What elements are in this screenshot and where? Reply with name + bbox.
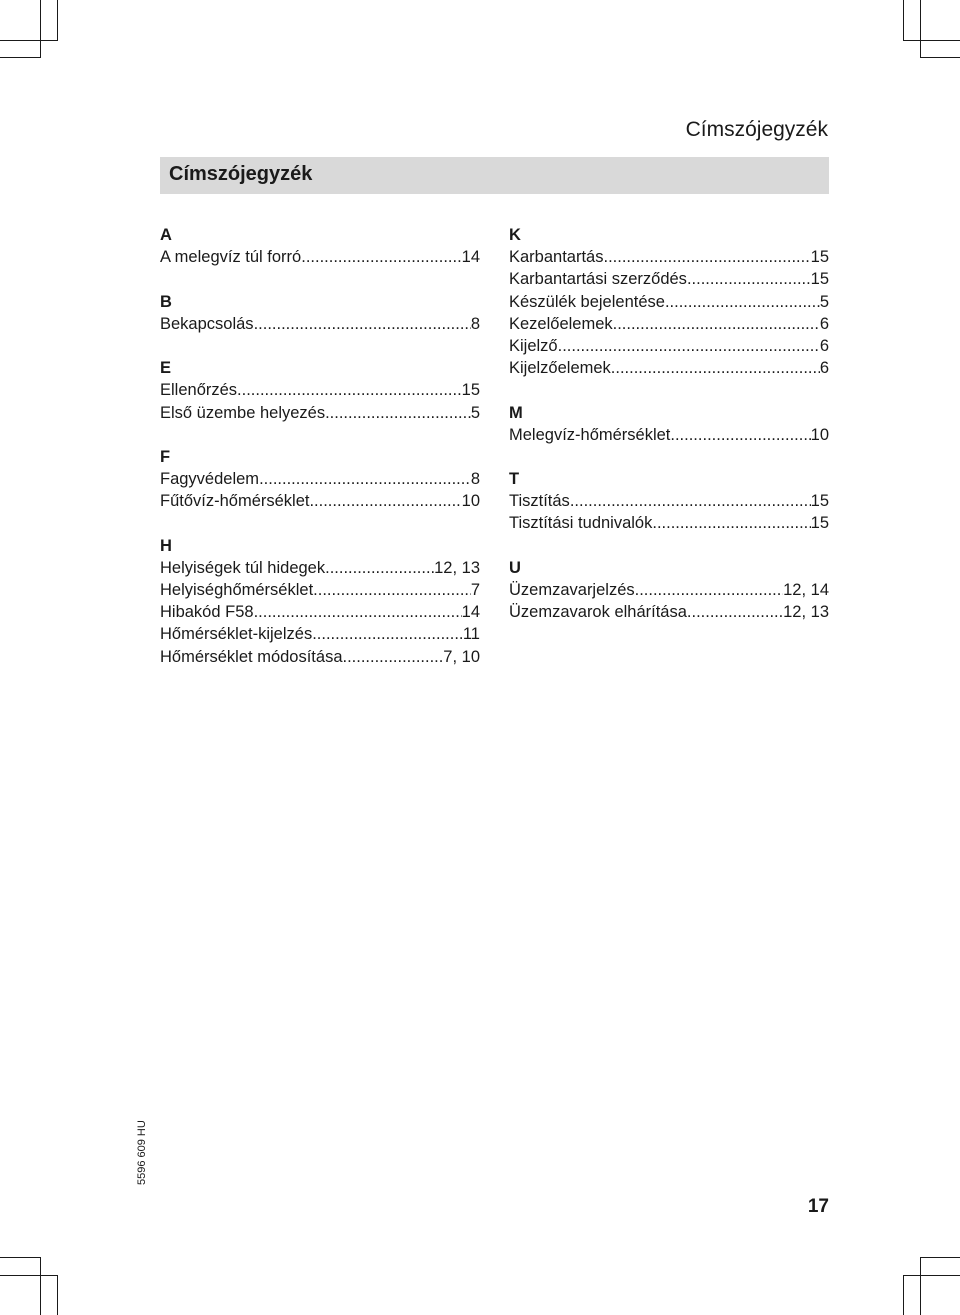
index-entry [509, 246, 829, 268]
index-letter-heading: T [509, 470, 520, 489]
index-entry [509, 313, 829, 335]
index-group [509, 557, 829, 624]
index-entry [160, 246, 480, 268]
dot-leader [309, 490, 461, 512]
index-column-right [509, 224, 829, 646]
index-group [160, 291, 480, 335]
dot-leader [312, 623, 463, 645]
index-entry-term: Melegvíz-hőmérséklet [509, 425, 671, 444]
index-entry-term: Karbantartási szerződés [509, 270, 687, 289]
index-entry [509, 490, 829, 512]
dot-leader [652, 512, 810, 534]
index-entry-term: Első üzembe helyezés [160, 403, 326, 422]
crop-mark-top-right-horizontal-inner [920, 57, 960, 58]
index-letter-heading: H [160, 536, 172, 555]
dot-leader [687, 601, 783, 623]
index-entry-page: 15 [810, 492, 829, 511]
document-code: 5596 609 HU [136, 1120, 148, 1185]
crop-mark-top-left-horizontal-inner [0, 57, 40, 58]
index-entry-term: Tisztítás [509, 492, 570, 511]
index-letter-heading: M [509, 403, 523, 422]
crop-mark-bottom-left-horizontal-inner [0, 1275, 58, 1276]
dot-leader [687, 268, 811, 290]
crop-mark-bottom-right-vertical-inner [920, 1257, 921, 1315]
index-entry-term: Üzemzavarjelzés [509, 581, 635, 599]
dot-leader [325, 402, 471, 424]
index-entry-page: 12, 14 [783, 581, 829, 599]
page-number: 17 [807, 1196, 829, 1217]
index-group [509, 468, 829, 535]
dot-leader [613, 313, 820, 335]
index-entry-page: 12, 13 [783, 603, 829, 622]
index-entry [509, 424, 829, 446]
index-entry-page: 7, 10 [443, 647, 480, 666]
index-entry-page: 5 [819, 292, 829, 311]
dot-leader [325, 557, 434, 579]
index-entry [509, 335, 829, 357]
index-entry-term: Hőmérséklet-kijelzés [160, 625, 313, 644]
index-letter-heading: E [160, 359, 172, 378]
crop-mark-top-left-vertical-inner [57, 0, 58, 40]
index-letter-heading: U [509, 558, 521, 577]
dot-leader [670, 424, 810, 446]
dot-leader [635, 579, 784, 601]
index-entry [509, 601, 829, 623]
crop-mark-bottom-left-vertical-inner [57, 1275, 58, 1315]
index-entry-term: Bekapcsolás [160, 314, 254, 333]
crop-mark-top-right-vertical [903, 0, 904, 40]
crop-mark-top-right-horizontal [903, 40, 960, 41]
index-entry [160, 313, 480, 335]
index-letter-heading: A [160, 226, 172, 244]
index-entry [160, 646, 480, 668]
index-entry-term: Helyiséghőmérséklet [160, 581, 314, 599]
index-entry-term: Üzemzavarok elhárítása [509, 603, 687, 622]
index-entry-page: 8 [470, 314, 480, 333]
index-group [160, 357, 480, 424]
index-entry-page: 6 [819, 314, 829, 333]
index-entry-page: 8 [470, 470, 480, 489]
index-entry-page: 15 [810, 248, 829, 267]
dot-leader [665, 291, 820, 313]
index-entry [160, 468, 480, 490]
dot-leader [343, 646, 444, 668]
index-entry-term: Karbantartás [509, 248, 604, 267]
crop-mark-bottom-right-horizontal-inner [903, 1275, 960, 1276]
index-entry-page: 15 [810, 270, 829, 289]
index-entry [160, 579, 480, 601]
crop-mark-bottom-left-horizontal [0, 1257, 40, 1258]
section-title-band [160, 157, 829, 194]
index-entry [509, 291, 829, 313]
crop-mark-bottom-right-vertical [903, 1275, 904, 1315]
crop-mark-top-left-vertical [40, 0, 41, 58]
index-group [509, 224, 829, 379]
index-entry-page: 15 [461, 381, 480, 400]
index-entry-term: Tisztítási tudnivalók [509, 514, 653, 533]
index-entry [509, 357, 829, 379]
crop-mark-bottom-right-horizontal [920, 1257, 960, 1258]
index-entry-term: Hőmérséklet módosítása [160, 647, 343, 666]
index-entry-term: Kijelző [509, 336, 558, 355]
index-column-left [160, 224, 480, 690]
index-entry [160, 490, 480, 512]
index-entry-term: Kijelzőelemek [509, 359, 611, 378]
index-entry [160, 557, 480, 579]
dot-leader [254, 601, 462, 623]
index-entry-page: 5 [470, 403, 480, 422]
index-entry-page: 10 [810, 425, 829, 444]
index-entry-term: Fűtővíz-hőmérséklet [160, 492, 310, 511]
index-entry-page: 14 [461, 603, 480, 622]
index-entry [160, 623, 480, 645]
dot-leader [603, 246, 810, 268]
dot-leader [254, 313, 471, 335]
dot-leader [259, 468, 471, 490]
index-entry [160, 601, 480, 623]
index-entry-term: Ellenőrzés [160, 381, 238, 400]
index-entry-page: 12, 13 [434, 558, 480, 577]
running-header-title: Címszójegyzék [685, 118, 828, 141]
index-entry-page: 14 [461, 248, 480, 267]
index-entry-term: Készülék bejelentése [509, 292, 665, 311]
dot-leader [237, 379, 462, 401]
index-entry [509, 268, 829, 290]
dot-leader [558, 335, 820, 357]
index-entry-page: 7 [470, 581, 480, 599]
index-entry-page: 6 [819, 336, 829, 355]
index-group [160, 224, 480, 268]
index-letter-heading: K [509, 226, 521, 244]
index-letter-heading: F [160, 447, 171, 466]
index-entry-term: Helyiségek túl hidegek [160, 558, 326, 577]
index-group [160, 535, 480, 668]
index-group [509, 402, 829, 446]
index-entry-term: Fagyvédelem [160, 470, 260, 489]
index-entry-term: A melegvíz túl forró [160, 248, 302, 267]
index-entry [509, 512, 829, 534]
dot-leader [570, 490, 811, 512]
index-entry-page: 10 [461, 492, 480, 511]
index-entry-page: 6 [819, 359, 829, 378]
crop-mark-bottom-left-vertical [40, 1257, 41, 1315]
page-title: Címszójegyzék [169, 163, 313, 185]
dot-leader [611, 357, 820, 379]
index-entry-term: Kezelőelemek [509, 314, 613, 333]
crop-mark-top-left-horizontal [0, 40, 58, 41]
index-entry [160, 402, 480, 424]
index-entry [160, 379, 480, 401]
index-entry [509, 579, 829, 601]
index-entry-page: 11 [462, 625, 480, 644]
index-entry-page: 15 [810, 514, 829, 533]
crop-mark-top-right-vertical-inner [920, 0, 921, 58]
dot-leader [313, 579, 471, 601]
index-letter-heading: B [160, 292, 172, 311]
index-entry-term: Hibakód F58 [160, 603, 254, 622]
dot-leader [301, 246, 461, 268]
index-group [160, 446, 480, 513]
